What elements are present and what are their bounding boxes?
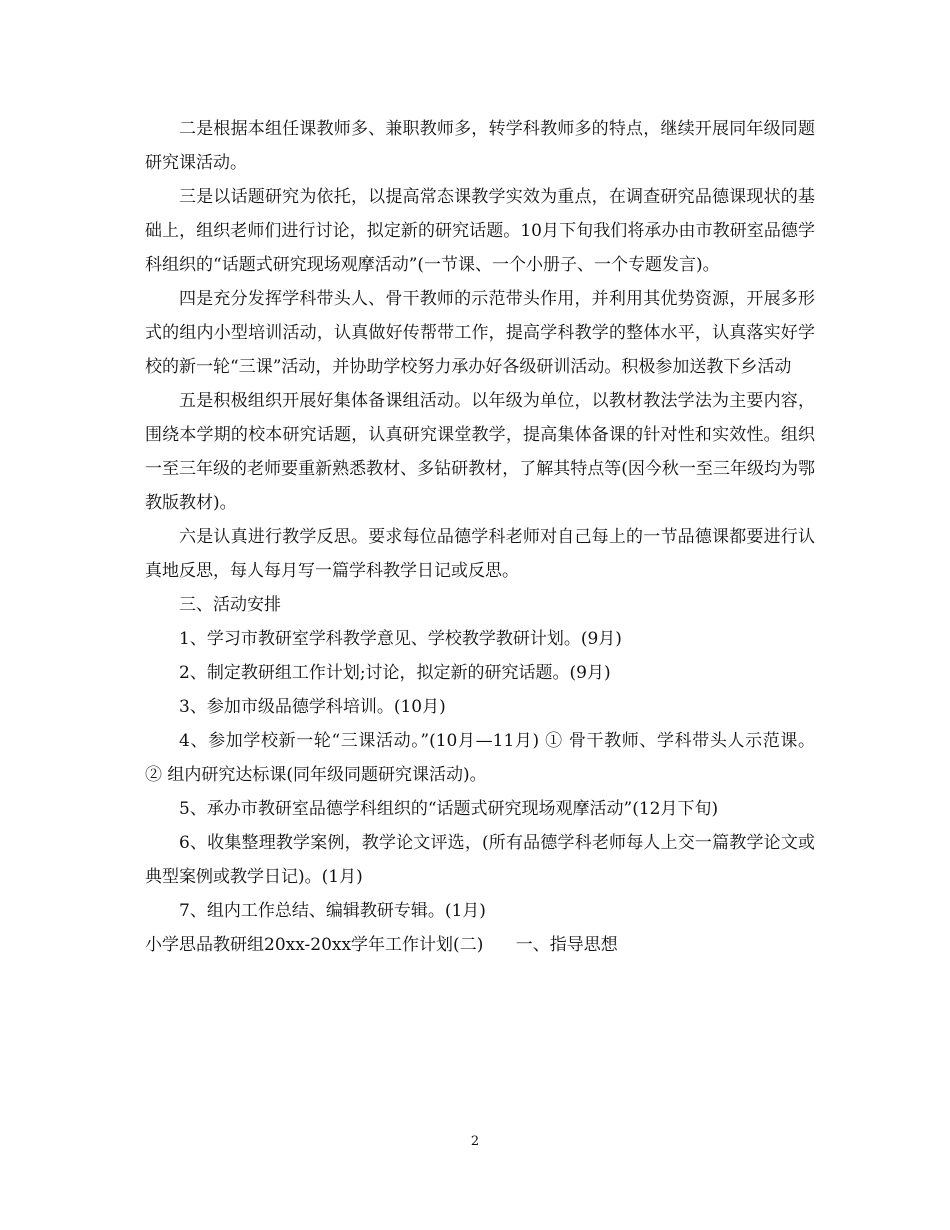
schedule-item-5: 5、承办市教研室品德学科组织的“话题式研究现场观摩活动”(12月下旬) <box>179 799 719 819</box>
paragraph-2: 二是根据本组任课教师多、兼职教师多，转学科教师多的特点，继续开展同年级同题研究课活动。 <box>145 119 815 173</box>
schedule-item-7: 7、组内工作总结、编辑教研专辑。(1月) <box>179 901 486 921</box>
next-document-title: 小学思品教研组20xx-20xx学年工作计划(二) 一、指导思想 <box>145 935 618 955</box>
paragraph-6: 六是认真进行教学反思。要求每位品德学科老师对自己每上的一节品德课都要进行认真地反思，每人每月写一篇学科教学日记或反思。 <box>145 527 815 581</box>
paragraph-4: 四是充分发挥学科带头人、骨干教师的示范带头作用，并利用其优势资源，开展多形式的组内小型培训活动，认真做好传帮带工作，提高学科教学的整体水平，认真落实好学校的新一轮“三课”活动，并协助学校努力承办好各级研训活动。积极参加送教下乡活动 <box>145 289 815 377</box>
schedule-item-4: 4、参加学校新一轮“三课活动。”(10月—11月) ① 骨干教师、学科带头人示范课。 ② 组内研究达标课(同年级同题研究课活动)。 <box>145 731 815 785</box>
schedule-item-3: 3、参加市级品德学科培训。(10月) <box>179 697 446 717</box>
schedule-item-1: 1、学习市教研室学科教学意见、学校教学教研计划。(9月) <box>179 629 622 649</box>
schedule-item-6: 6、收集整理教学案例，教学论文评选，(所有品德学科老师每人上交一篇教学论文或典型案例或教学日记)。(1月) <box>145 833 815 887</box>
paragraph-3: 三是以话题研究为依托，以提高常态课教学实效为重点，在调查研究品德课现状的基础上，组织老师们进行讨论，拟定新的研究话题。10月下旬我们将承办由市教研室品德学科组织的“话题式研究现场观摩活动”(一节课、一个小册子、一个专题发言)。 <box>145 187 815 275</box>
section-heading-activity-schedule: 三、活动安排 <box>179 595 281 615</box>
schedule-item-2: 2、制定教研组工作计划;讨论，拟定新的研究话题。(9月) <box>179 663 611 683</box>
page-number: 2 <box>470 1134 480 1149</box>
paragraph-5: 五是积极组织开展好集体备课组活动。以年级为单位，以教材教法学法为主要内容，围绕本学期的校本研究话题，认真研究课堂教学，提高集体备课的针对性和实效性。组织一至三年级的老师要重新熟悉教材、多钻研教材，了解其特点等(因今秋一至三年级均为鄂教版教材)。 <box>145 391 815 513</box>
document-body <box>145 112 815 962</box>
